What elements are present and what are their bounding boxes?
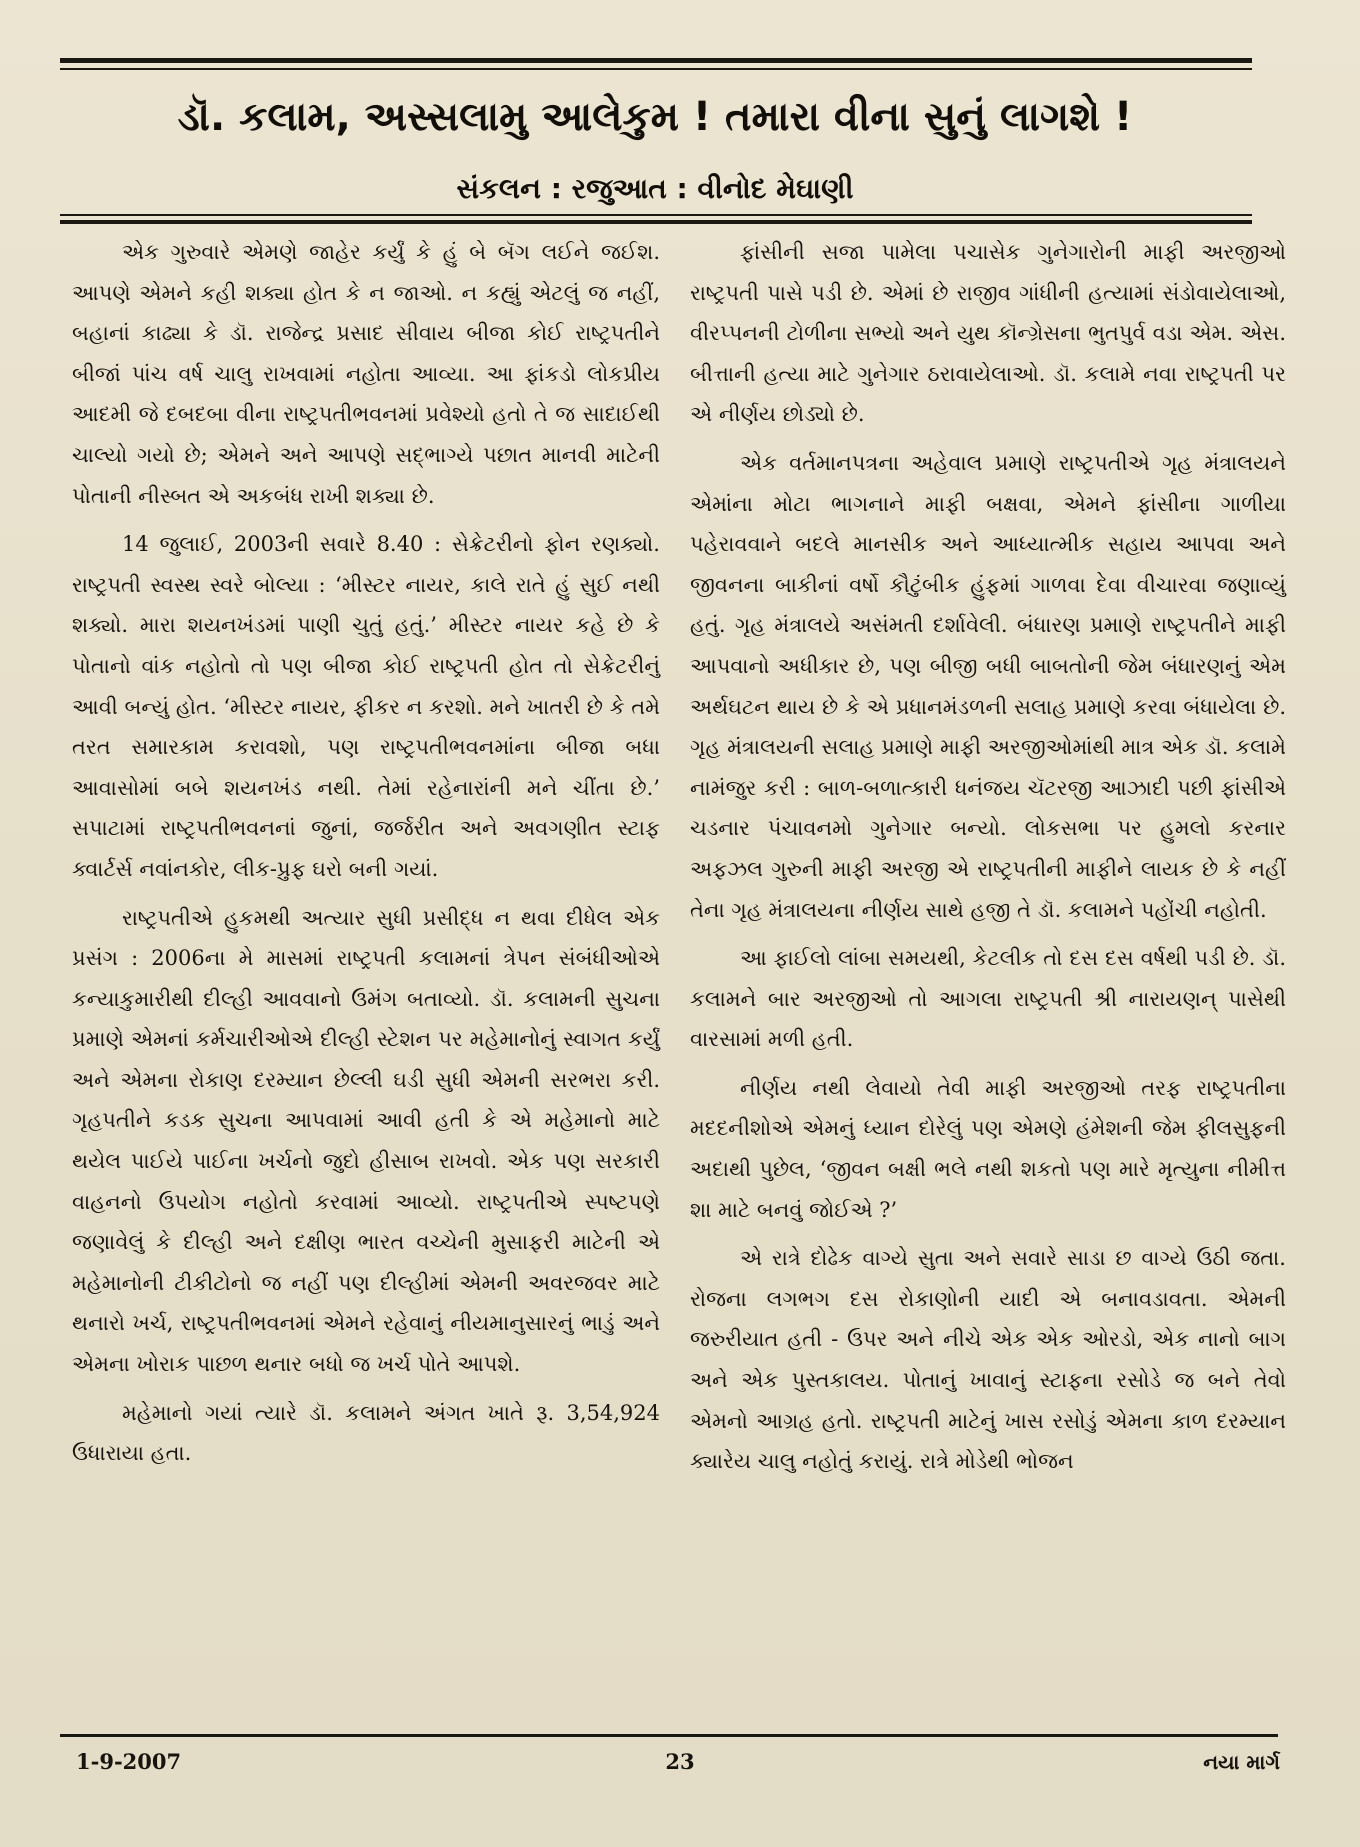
- paragraph: આ ફાઈલો લાંબા સમયથી, કેટલીક તો દસ દસ વર્ષથી પડી છે. ડૉ. કલામને બાર અરજીઓ તો આગલા રાષ્ટ્રપતી શ્રી નારાયણન્ પાસેથી વારસામાં મળી હતી.: [690, 946, 1286, 1052]
- article-title: ડૉ. કલામ, અસ્સલામુ આલેકુમ ! તમારા વીના સુનું લાગશે !: [177, 94, 1133, 140]
- footer-rule: [60, 1734, 1278, 1737]
- left-column: [72, 232, 660, 1482]
- paragraph: એક વર્તમાનપત્રના અહેવાલ પ્રમાણે રાષ્ટ્રપતીએ ગૃહ મંત્રાલયને એમાંના મોટા ભાગનાને માફી બક્ષવા, એમને ફાંસીના ગાળીયા પહેરાવવાને બદલે માનસીક અને આધ્યાત્મીક સહાય આપવા અને જીવનના બાકીનાં વર્ષો કૌટુંબીક હુંફમાં ગાળવા દેવા વીચારવા જણાવ્યું હતું. ગૃહ મંત્રાલયે અસંમતી દર્શાવેલી. બંધારણ પ્રમાણે રાષ્ટ્રપતીને માફી આપવાનો અધીકાર છે, પણ બીજી બધી બાબતોની જેમ બંધારણનું એમ અર્થઘટન થાય છે કે એ પ્રધાનમંડળની સલાહ પ્રમાણે કરવા બંધાયેલા છે. ગૃહ મંત્રાલયની સલાહ પ્રમાણે માફી અરજીઓમાંથી માત્ર એક ડૉ. કલામે નામંજુર કરી : બાળ-બળાત્કારી ધનંજય ચૅટરજી આઝાદી પછી ફાંસીએ ચડનાર પંચાવનમો ગુનેગાર બન્યો. લોકસભા પર હુમલો કરનાર અફઝલ ગુરુની માફી અરજી એ રાષ્ટ્રપતીની માફીને લાયક છે કે નહીં તેના ગૃહ મંત્રાલયના નીર્ણય સાથે હજી તે ડૉ. કલામને પહોંચી નહોતી.: [690, 450, 1286, 922]
- paragraph: એ રાત્રે દોઢેક વાગ્યે સુતા અને સવારે સાડા છ વાગ્યે ઉઠી જતા. રોજના લગભગ દસ રોકાણોની યાદી એ બનાવડાવતા. એમની જરુરીયાત હતી - ઉપર અને નીચે એક એક ઓરડો, એક નાનો બાગ અને એક પુસ્તકાલય. પોતાનું ખાવાનું સ્ટાફના રસોડે જ બને તેવો એમનો આગ્રહ હતો. રાષ્ટ્રપતી માટેનું ખાસ રસોડું એમના કાળ દરમ્યાન ક્યારેય ચાલુ નહોતું કરાયું. રાત્રે મોડેથી ભોજન: [690, 1246, 1286, 1474]
- right-column: [690, 232, 1286, 1490]
- paragraph: રાષ્ટ્રપતીએ હુકમથી અત્યાર સુધી પ્રસીદ્ધ ન થવા દીધેલ એક પ્રસંગ : 2006ના મે માસમાં રાષ્ટ્રપતી કલામનાં ત્રેપન સંબંધીઓએ કન્યાકુમારીથી દીલ્હી આવવાનો ઉમંગ બતાવ્યો. ડૉ. કલામની સુચના પ્રમાણે એમનાં કર્મચારીઓએ દીલ્હી સ્ટેશન પર મહેમાનોનું સ્વાગત કર્યું અને એમના રોકાણ દરમ્યાન છેલ્લી ઘડી સુધી એમની સરભરા કરી. ગૃહપતીને કડક સુચના આપવામાં આવી હતી કે એ મહેમાનો માટે થયેલ પાઈયે પાઈના ખર્ચનો જુદો હીસાબ રાખવો. એક પણ સરકારી વાહનનો ઉપયોગ નહોતો કરવામાં આવ્યો. રાષ્ટ્રપતીએ સ્પષ્ટપણે જણાવેલું કે દીલ્હી અને દક્ષીણ ભારત વચ્ચેની મુસાફરી માટેની એ મહેમાનોની ટીકીટોનો જ નહીં પણ દીલ્હીમાં એમની અવરજવર માટે થનારો ખર્ચ, રાષ્ટ્રપતીભવનમાં એમને રહેવાનું નીયમાનુસારનું ભાડું અને એમના ખોરાક પાછળ થનાર બધો જ ખર્ચ પોતે આપશે.: [72, 905, 660, 1377]
- paragraph: મહેમાનો ગયાં ત્યારે ડૉ. કલામને અંગત ખાતે રૂ. 3,54,924 ઉધારાયા હતા.: [72, 1400, 660, 1466]
- header-rule-thin: [60, 214, 1252, 216]
- paragraph: ફાંસીની સજા પામેલા પચાસેક ગુનેગારોની માફી અરજીઓ રાષ્ટ્રપતી પાસે પડી છે. એમાં છે રાજીવ ગાંધીની હત્યામાં સંડોવાયેલાઓ, વીરપ્પનની ટોળીના સભ્યો અને યુથ કૉન્ગ્રેસના ભુતપુર્વ વડા એમ. એસ. બીત્તાની હત્યા માટે ગુનેગાર ઠરાવાયેલાઓ. ડૉ. કલામે નવા રાષ્ટ્રપતી પર એ નીર્ણય છોડ્યો છે.: [690, 240, 1286, 427]
- magazine-name: નયા માર્ગ: [1203, 1750, 1280, 1774]
- top-rule-thin: [60, 68, 1252, 70]
- article-byline: સંકલન : રજુઆત : વીનોદ મેઘાણી: [456, 172, 854, 205]
- top-rule-thick: [60, 58, 1252, 63]
- paragraph: એક ગુરુવારે એમણે જાહેર કર્યું કે હું બે બૅગ લઈને જઈશ. આપણે એમને કહી શક્યા હોત કે ન જાઓ. ન કહ્યું એટલું જ નહીં, બહાનાં કાઢ્યા કે ડૉ. રાજેન્દ્ર પ્રસાદ સીવાય બીજા કોઈ રાષ્ટ્રપતીને બીજાં પાંચ વર્ષ ચાલુ રાખવામાં નહોતા આવ્યા. આ ફાંકડો લોકપ્રીય આદમી જે દબદબા વીના રાષ્ટ્રપતીભવનમાં પ્રવેશ્યો હતો તે જ સાદાઈથી ચાલ્યો ગયો છે; એમને અને આપણે સદ્ભાગ્યે પછાત માનવી માટેની પોતાની નીસ્બત એ અકબંધ રાખી શક્યા છે.: [72, 240, 660, 508]
- header-rule-thick: [60, 220, 1252, 224]
- page-number: 23: [665, 1749, 695, 1774]
- paragraph: નીર્ણય નથી લેવાયો તેવી માફી અરજીઓ તરફ રાષ્ટ્રપતીના મદદનીશોએ એમનું ધ્યાન દોરેલું પણ એમણે હંમેશની જેમ ફીલસુફની અદાથી પુછેલ, ‘જીવન બક્ષી ભલે નથી શકતો પણ મારે મૃત્યુના નીમીત્ત શા માટે બનવું જોઈએ ?’: [690, 1075, 1286, 1222]
- paragraph: 14 જુલાઈ, 2003ની સવારે 8.40 : સેક્રેટરીનો ફોન રણક્યો. રાષ્ટ્રપતી સ્વસ્થ સ્વરે બોલ્યા : ‘મીસ્ટર નાયર, કાલે રાતે હું સુઈ નથી શક્યો. મારા શયનખંડમાં પાણી ચુતું હતું.’ મીસ્ટર નાયર કહે છે કે પોતાનો વાંક નહોતો તો પણ બીજા કોઈ રાષ્ટ્રપતી હોત તો સેક્રેટરીનું આવી બન્યું હોત. ‘મીસ્ટર નાયર, ફીકર ન કરશો. મને ખાતરી છે કે તમે તરત સમારકામ કરાવશો, પણ રાષ્ટ્રપતીભવનમાંના બીજા બધા આવાસોમાં બબે શયનખંડ નથી. તેમાં રહેનારાંની મને ચીંતા છે.’ સપાટામાં રાષ્ટ્રપતીભવનનાં જુનાં, જર્જરીત અને અવગણીત સ્ટાફ ક્વાર્ટર્સ નવાંનકોર, લીક-પ્રુફ ઘરો બની ગયાં.: [72, 532, 660, 881]
- issue-date: 1-9-2007: [76, 1749, 182, 1774]
